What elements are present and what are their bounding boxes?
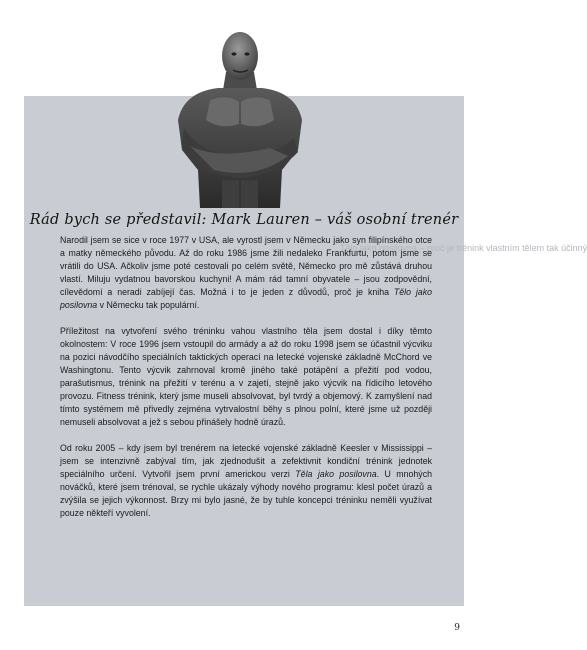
page-number: 9 (454, 623, 460, 633)
book-title-italic: Těla jako posilovna (295, 469, 377, 479)
paragraph-text: Od roku 2005 – kdy jsem byl trenérem na letecké vojenské základně Keesler v Mississippi – jsem se intenzivně zabýval tím, jak zjednodušit a zefektivnit kondiční trénink jednotek speciálního určení. Vytvořil jsem první americkou verzi (60, 443, 432, 479)
paragraph (60, 325, 432, 429)
body-text (60, 234, 432, 520)
author-portrait-icon (170, 20, 310, 210)
chapter-title: Rád bych se představil: Mark Lauren – váš osobní trenér (29, 212, 459, 228)
paragraph-text: . U mnohých nováčků, které jsem trénoval, se rychle ukázaly výhody nového programu: klesl počet úrazů a zvýšila se jejich výkonnost. Brzy mi bylo jasné, že by tuhle koncepci tréninku neměli využívat pouze někteří vyvolení. (60, 469, 432, 518)
paragraph-text: Narodil jsem se sice v roce 1977 v USA, ale vyrostl jsem v Německu jako syn filipínského otce a matky německého původu. Až do roku 1986 jsme žili nedaleko Frankfurtu, potom jsme se vrátili do USA. Ačkoliv jsme poté cestovali po celém světě, Německo pro mě zůstává druhou vlastí. Miluju vydatnou bavorskou kuchyni! A mám rád tamní obyvatele – jsou zodpovědní, cílevědomí a neradi zabíjejí čas. Možná i to je jeden z důvodů, proč je kniha (60, 235, 432, 297)
paragraph-text: v Německu tak populární. (97, 300, 200, 310)
show-through-text: Tělo jako posilovna – proč je trénink vlastním tělem tak účinný (340, 243, 587, 253)
paragraph (60, 442, 432, 520)
book-title-italic: Tělo jako posilovna (60, 287, 432, 310)
paragraph-text: Příležitost na vytvoření svého tréninku vahou vlastního těla jsem dostal i díky těmto okolnostem: V roce 1996 jsem vstoupil do armády a až do roku 1998 jsem se účastnil výcviku na pozici návodčího speciálních taktických operací na letecké vojenské základně McChord ve Washingtonu. Tento výcvik zahrnoval kromě jiného také potápění a přežití pod vodou, parašutismus, trénink na přežití v terénu a v zajetí, stejně jako výcvik na řídicího letového provozu. Fitness trénink, který jsme museli absolvovat, byl tvrdý a objemový. K zamyšlení nad tímto systémem mě přivedly zejména vytrvalostní běhy s plnou polní, které jsme už později nemuseli absolvovat a jež s sebou přinášely hodně úrazů. (60, 326, 432, 427)
paragraph (60, 234, 432, 312)
